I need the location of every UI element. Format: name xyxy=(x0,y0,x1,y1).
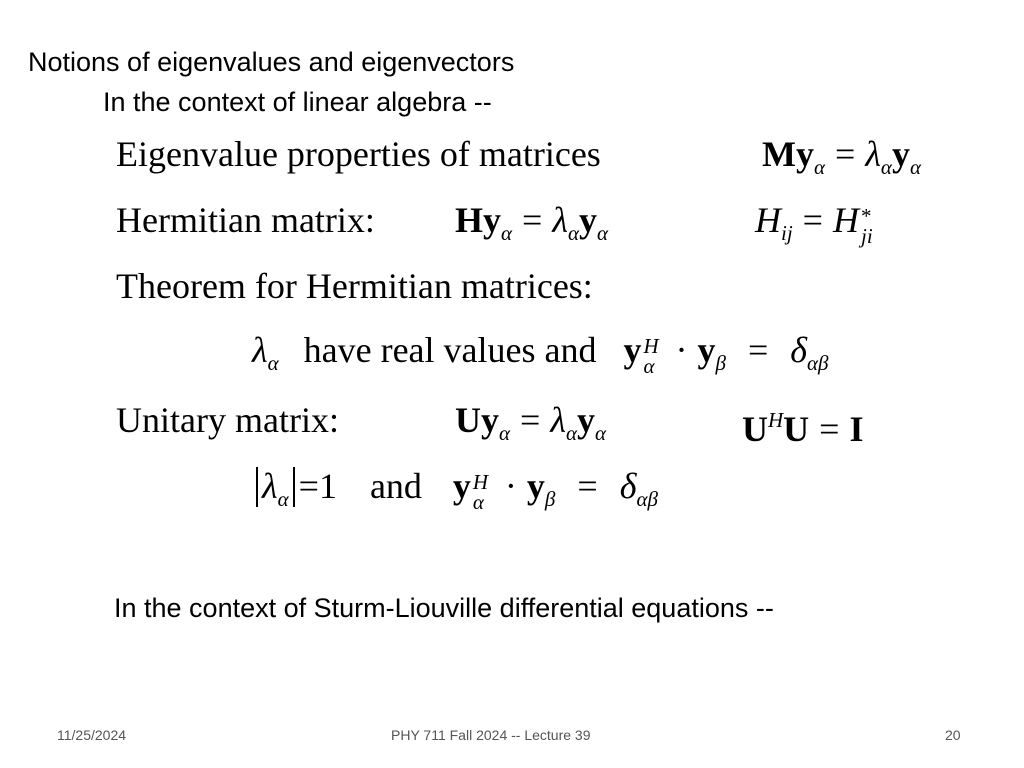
eigen-equation-U xyxy=(455,400,606,453)
sub-alpha: α xyxy=(880,155,892,179)
sub-alpha: α xyxy=(909,155,921,179)
lambda: λ xyxy=(252,330,268,370)
lambda: λ xyxy=(550,400,566,440)
element-H: H xyxy=(832,200,859,240)
theorem-statement xyxy=(252,330,829,383)
sub-alpha: α xyxy=(813,155,826,179)
sub-alpha: α xyxy=(636,487,648,511)
equals-sign: = xyxy=(835,134,856,174)
sub-alpha: α xyxy=(565,421,577,445)
super-H: H xyxy=(472,470,489,494)
vector-y: y xyxy=(891,134,910,174)
vector-y: y xyxy=(795,134,814,174)
vector-y: y xyxy=(578,200,597,240)
number-one: 1 xyxy=(318,466,337,506)
identity-I: I xyxy=(849,409,864,449)
and-text: and xyxy=(369,466,422,506)
kronecker-delta: δ xyxy=(790,330,807,370)
equals-sign: = xyxy=(298,466,319,506)
sub-alpha: α xyxy=(567,221,579,245)
matrix-H: H xyxy=(455,200,484,240)
equals-sign: = xyxy=(802,200,823,240)
equals-sign: = xyxy=(522,200,543,240)
dot-product: · xyxy=(504,466,517,506)
matrix-M: M xyxy=(762,134,796,174)
sub-beta: β xyxy=(647,487,658,511)
eigen-equation-H xyxy=(455,200,608,253)
hermitian-condition xyxy=(755,200,883,253)
sub-beta: β xyxy=(715,351,726,375)
H-alpha-scripts xyxy=(471,470,495,514)
unitary-matrix-label: Unitary matrix: xyxy=(116,400,339,440)
super-H: H xyxy=(643,334,659,358)
sub-alpha: α xyxy=(807,351,819,375)
real-values-text: have real values and xyxy=(303,330,597,370)
sub-alpha: α xyxy=(472,490,484,514)
eigen-equation-M xyxy=(762,134,921,187)
vector-y: y xyxy=(483,200,502,240)
unitary-theorem xyxy=(252,466,658,519)
vector-y: y xyxy=(697,330,716,370)
equals-sign: = xyxy=(577,466,598,506)
dot-product: · xyxy=(675,330,688,370)
sub-beta: β xyxy=(818,351,829,375)
sub-beta: β xyxy=(544,487,556,511)
super-H: H xyxy=(768,408,784,432)
sub-alpha: α xyxy=(267,351,279,375)
matrix-U: U xyxy=(742,409,768,449)
theorem-heading: Theorem for Hermitian matrices: xyxy=(116,266,593,306)
footer-page-number: 20 xyxy=(945,727,961,743)
vector-y: y xyxy=(526,466,545,506)
equals-sign: = xyxy=(819,409,840,449)
kronecker-delta: δ xyxy=(619,466,637,506)
lambda: λ xyxy=(552,200,568,240)
sub-ij: ij xyxy=(781,221,793,245)
sub-alpha: α xyxy=(643,354,655,378)
sub-alpha: α xyxy=(501,221,513,245)
slide-title: Notions of eigenvalues and eigenvectors xyxy=(28,47,515,77)
sub-ji: ji xyxy=(860,224,873,248)
equals-sign: = xyxy=(747,330,769,370)
sub-alpha: α xyxy=(277,487,289,511)
sub-alpha: α xyxy=(596,221,609,245)
H-alpha-scripts xyxy=(641,334,665,378)
matrix-U: U xyxy=(783,409,810,449)
unitary-condition xyxy=(742,400,864,449)
lambda: λ xyxy=(865,134,881,174)
abs-bar-right xyxy=(293,467,295,507)
conjugate-star: * xyxy=(860,204,872,228)
vector-y: y xyxy=(623,330,642,370)
element-H: H xyxy=(755,200,781,240)
vector-y: y xyxy=(576,400,595,440)
abs-bar-left xyxy=(256,467,258,507)
slide-subtitle: In the context of linear algebra -- xyxy=(103,87,492,117)
footer-course: PHY 711 Fall 2024 -- Lecture 39 xyxy=(391,727,591,743)
lambda: λ xyxy=(262,466,278,506)
sub-alpha: α xyxy=(594,421,606,445)
vector-y: y xyxy=(481,400,499,440)
matrix-U: U xyxy=(455,400,481,440)
sturm-liouville-text: In the context of Sturm-Liouville differential equations -- xyxy=(114,593,774,623)
equals-sign: = xyxy=(520,400,541,440)
sub-alpha: α xyxy=(499,421,511,445)
eigenvalue-properties-text: Eigenvalue properties of matrices xyxy=(116,134,601,174)
hermitian-matrix-label: Hermitian matrix: xyxy=(116,200,375,240)
star-ji-scripts xyxy=(859,204,883,248)
footer-date: 11/25/2024 xyxy=(57,727,127,743)
vector-y: y xyxy=(452,466,471,506)
